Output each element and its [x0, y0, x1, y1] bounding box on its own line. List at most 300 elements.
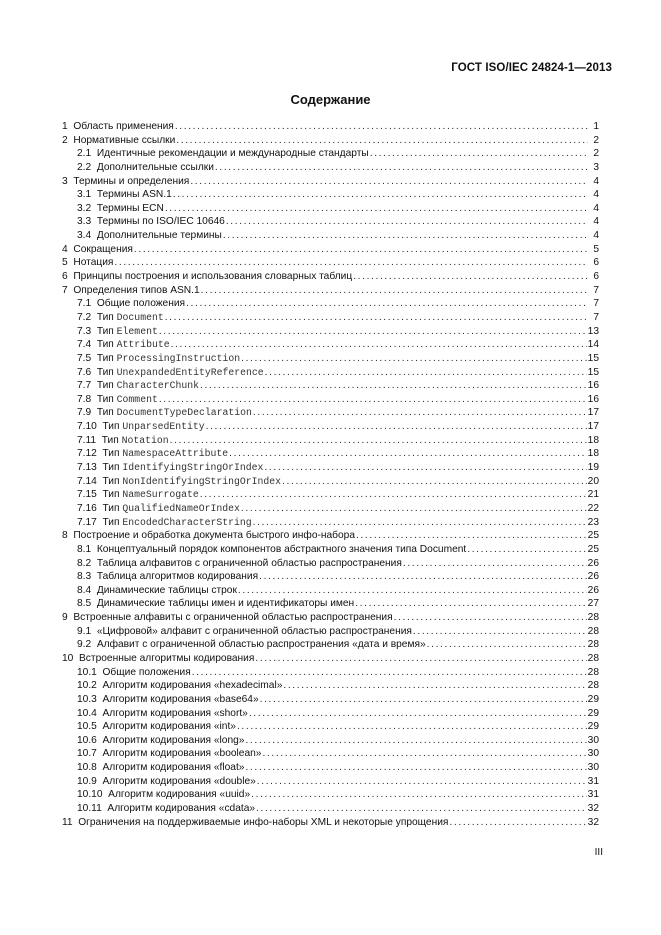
- toc-entry-leader-dots: [215, 161, 588, 175]
- toc-entry-text: Тип: [102, 489, 120, 501]
- toc-entry-text: Таблица алгоритмов кодирования: [96, 571, 259, 583]
- toc-entry-text: Динамические таблицы имен и идентификаторы имен: [96, 598, 355, 610]
- toc-entry-text: Принципы построения и использования словарных таблиц: [73, 271, 353, 283]
- toc-entry-leader-dots: [159, 393, 587, 407]
- toc-entry-label: [77, 557, 402, 571]
- toc-entry-number: 7.14: [77, 475, 97, 487]
- toc-entry-number: 8.1: [77, 543, 92, 555]
- toc-entry-leader-dots: [370, 147, 588, 161]
- toc-entry-text: Дополнительные ссылки: [96, 161, 214, 173]
- toc-entry-label: [62, 120, 174, 134]
- toc-entry-label: [77, 802, 255, 816]
- toc-entry-number: 7.7: [77, 380, 92, 392]
- toc-entry-number: 8.4: [77, 584, 92, 596]
- toc-entry-page: 28: [587, 680, 599, 692]
- toc-entry-page: 19: [587, 462, 599, 474]
- toc-entry-text: Алфавит с ограниченной областью распространения «дата и время»: [96, 639, 426, 651]
- toc-entry-label: [77, 461, 263, 475]
- toc-entry-page: 1: [593, 121, 599, 132]
- toc-entry-page: 2: [593, 134, 599, 146]
- toc-entry-text: Алгоритм кодирования «hexadecimal»: [102, 680, 283, 692]
- toc-entry-number: 7.3: [77, 325, 92, 337]
- toc-entry-page: 22: [587, 502, 599, 514]
- toc-entry-page: 6: [593, 271, 599, 283]
- toc-entry: [62, 652, 599, 666]
- toc-entry-leader-dots: [229, 447, 587, 461]
- toc-entry-label: [77, 338, 170, 352]
- toc-entry-label: [77, 666, 191, 680]
- toc-entry-label: [77, 325, 158, 339]
- toc-entry-leader-dots: [165, 311, 588, 325]
- toc-entry-number: 2: [62, 134, 68, 146]
- toc-entry-page: 29: [587, 693, 599, 705]
- toc-entry-type-name: EncodedCharacterString: [122, 516, 252, 528]
- page-number-folio: III: [594, 847, 603, 858]
- toc-entry-label: [77, 788, 250, 802]
- toc-entry-number: 3.2: [77, 202, 92, 214]
- toc-entry-leader-dots: [255, 652, 586, 666]
- toc-entry-number: 7.13: [77, 462, 97, 474]
- toc-entry: [62, 120, 599, 134]
- toc-entry-label: [77, 543, 466, 557]
- toc-entry-type-name: NonIdentifyingStringOrIndex: [122, 475, 282, 487]
- toc-entry-page: 30: [587, 748, 599, 760]
- toc-entry-text: Тип: [96, 352, 114, 364]
- toc-entry-number: 10.1: [77, 666, 97, 678]
- toc-entry: [62, 297, 599, 311]
- toc-entry: [62, 161, 599, 175]
- toc-entry-page: 4: [593, 216, 599, 228]
- toc-entry-number: 3.4: [77, 230, 92, 242]
- toc-entry-text: Область применения: [73, 121, 174, 132]
- toc-entry-number: 7.16: [77, 502, 97, 514]
- toc-entry-leader-dots: [200, 379, 587, 393]
- toc-entry-leader-dots: [394, 611, 587, 625]
- toc-entry: [62, 720, 599, 734]
- toc-entry-number: 7.6: [77, 366, 92, 378]
- toc-entry: [62, 816, 599, 830]
- toc-entry-text: Динамические таблицы строк: [96, 584, 237, 596]
- toc-entry-label: [62, 270, 352, 284]
- toc-entry-text: Тип: [96, 339, 114, 351]
- toc-entry: [62, 202, 599, 216]
- toc-entry: [62, 475, 599, 489]
- toc-entry-page: 13: [587, 325, 599, 337]
- toc-entry-leader-dots: [165, 202, 588, 216]
- toc-entry-number: 10.6: [77, 734, 97, 746]
- toc-entry-page: 15: [587, 366, 599, 378]
- toc-entry: [62, 570, 599, 584]
- toc-entry: [62, 529, 599, 543]
- toc-entry-page: 27: [587, 598, 599, 610]
- toc-entry-page: 4: [593, 202, 599, 214]
- toc-entry-page: 30: [587, 734, 599, 746]
- toc-entry-number: 7.2: [77, 311, 92, 323]
- toc-entry-page: 28: [587, 666, 599, 678]
- toc-entry-page: 7: [593, 311, 599, 323]
- toc-entry-label: [77, 488, 199, 502]
- toc-entry-text: Сокращения: [73, 243, 133, 255]
- toc-entry-page: 3: [593, 161, 599, 173]
- toc-entry: [62, 625, 599, 639]
- toc-entry: [62, 256, 599, 270]
- toc-entry-leader-dots: [403, 557, 587, 571]
- toc-entry-page: 17: [587, 421, 599, 433]
- toc-entry-leader-dots: [251, 788, 587, 802]
- toc-entry-leader-dots: [186, 297, 588, 311]
- toc-entry-page: 14: [587, 339, 599, 351]
- toc-entry-page: 28: [587, 625, 599, 637]
- toc-entry-page: 5: [593, 243, 599, 255]
- toc-entry-leader-dots: [467, 543, 586, 557]
- toc-entry-leader-dots: [245, 761, 586, 775]
- toc-entry-text: Общие положения: [96, 298, 186, 310]
- toc-entry: [62, 379, 599, 393]
- toc-entry: [62, 584, 599, 598]
- toc-entry-leader-dots: [114, 256, 588, 270]
- toc-entry-label: [77, 420, 205, 434]
- toc-entry: [62, 802, 599, 816]
- toc-entry-label: [77, 475, 281, 489]
- toc-entry: [62, 284, 599, 298]
- toc-entry-label: [77, 215, 225, 229]
- toc-entry-label: [77, 597, 354, 611]
- toc-entry-label: [77, 406, 252, 420]
- toc-entry-page: 2: [593, 148, 599, 160]
- toc-entry-number: 2.1: [77, 148, 92, 160]
- toc-entry-label: [77, 707, 248, 721]
- toc-entry-label: [77, 775, 256, 789]
- toc-entry-number: 10.7: [77, 748, 97, 760]
- toc-entry-text: Алгоритм кодирования «double»: [102, 775, 256, 787]
- toc-entry-type-name: UnparsedEntity: [122, 421, 205, 433]
- toc-entry-leader-dots: [449, 816, 586, 830]
- toc-entry-page: 16: [587, 380, 599, 392]
- toc-entry-text: Встроенные алгоритмы кодирования: [79, 652, 255, 664]
- toc-entry-number: 10.9: [77, 775, 97, 787]
- toc-entry: [62, 543, 599, 557]
- toc-entry: [62, 215, 599, 229]
- toc-entry: [62, 434, 599, 448]
- toc-entry-number: 3: [62, 175, 68, 187]
- toc-entry-leader-dots: [253, 406, 587, 420]
- toc-entry-leader-dots: [353, 270, 588, 284]
- toc-entry-text: Алгоритм кодирования «long»: [102, 734, 245, 746]
- toc-entry-leader-dots: [413, 625, 587, 639]
- toc-entry-number: 10.10: [77, 789, 103, 801]
- toc-entry-leader-dots: [264, 461, 586, 475]
- toc-entry-leader-dots: [256, 802, 587, 816]
- toc-entry-number: 4: [62, 243, 68, 255]
- toc-entry-text: Термины ECN: [96, 202, 164, 214]
- toc-entry-type-name: IdentifyingStringOrIndex: [122, 462, 264, 474]
- toc-entry-label: [77, 693, 259, 707]
- toc-entry-number: 7.17: [77, 516, 97, 528]
- toc-entry-text: Ограничения на поддерживаемые инфо-наборы XML и некоторые упрощения: [78, 816, 449, 828]
- toc-entry-label: [77, 761, 244, 775]
- toc-entry-type-name: Attribute: [116, 339, 170, 351]
- toc-entry-number: 3.1: [77, 189, 92, 201]
- toc-entry-label: [62, 175, 189, 189]
- toc-entry-number: 7.10: [77, 421, 97, 433]
- toc-entry-number: 7.12: [77, 448, 97, 460]
- toc-entry-leader-dots: [253, 516, 587, 530]
- toc-entry-label: [77, 147, 369, 161]
- toc-entry-page: 31: [587, 775, 599, 787]
- toc-entry-label: [77, 202, 164, 216]
- toc-entry: [62, 311, 599, 325]
- toc-entry-leader-dots: [245, 734, 586, 748]
- toc-entry-number: 2.2: [77, 161, 92, 173]
- toc-entry-leader-dots: [249, 707, 587, 721]
- toc-entry: [62, 761, 599, 775]
- toc-entry-page: 7: [593, 284, 599, 296]
- toc-entry-text: Тип: [96, 407, 114, 419]
- toc-entry-label: [77, 747, 261, 761]
- toc-entry-leader-dots: [175, 120, 588, 134]
- toc-entry-text: Алгоритм кодирования «int»: [102, 721, 236, 733]
- toc-entry-number: 10.5: [77, 721, 97, 733]
- toc-entry-text: Тип: [96, 325, 114, 337]
- toc-entry-text: Тип: [96, 311, 114, 323]
- toc-entry-leader-dots: [355, 597, 586, 611]
- toc-entry-page: 29: [587, 721, 599, 733]
- toc-entry-leader-dots: [265, 366, 587, 380]
- toc-entry-leader-dots: [190, 175, 588, 189]
- toc-entry-type-name: Notation: [121, 434, 169, 446]
- toc-entry-text: Построение и обработка документа быстрого инфо-набора: [73, 530, 355, 542]
- toc-entry-number: 7.4: [77, 339, 92, 351]
- toc-entry: [62, 788, 599, 802]
- toc-entry-label: [77, 434, 169, 448]
- toc-entry-text: Тип: [96, 366, 114, 378]
- toc-entry: [62, 638, 599, 652]
- toc-entry-page: 18: [587, 448, 599, 460]
- toc-entry-number: 10.3: [77, 693, 97, 705]
- toc-entry: [62, 243, 599, 257]
- toc-entry-leader-dots: [356, 529, 587, 543]
- toc-entry-type-name: UnexpandedEntityReference: [116, 366, 264, 378]
- toc-entry-label: [62, 243, 133, 257]
- toc-entry-page: 4: [593, 230, 599, 242]
- toc-entry-number: 10.2: [77, 680, 97, 692]
- toc-entry-label: [77, 584, 237, 598]
- toc-entry: [62, 406, 599, 420]
- toc-entry-label: [77, 229, 222, 243]
- toc-entry: [62, 516, 599, 530]
- toc-entry-label: [77, 625, 412, 639]
- toc-entry-label: [77, 379, 199, 393]
- toc-entry-label: [77, 516, 252, 530]
- toc-entry-label: [62, 611, 393, 625]
- toc-entry-type-name: NameSurrogate: [122, 489, 199, 501]
- toc-entry: [62, 747, 599, 761]
- toc-entry-page: 25: [587, 543, 599, 555]
- toc-entry-text: Определения типов ASN.1: [73, 284, 200, 296]
- toc-entry-number: 7.1: [77, 298, 92, 310]
- toc-entry-number: 10.8: [77, 762, 97, 774]
- toc-entry: [62, 557, 599, 571]
- toc-entry-label: [77, 638, 426, 652]
- toc-entry-page: 28: [587, 639, 599, 651]
- toc-entry-type-name: QualifiedNameOrIndex: [122, 502, 240, 514]
- toc-entry-text: Термины ASN.1: [96, 189, 172, 201]
- toc-entry: [62, 734, 599, 748]
- toc-entry-number: 7.5: [77, 352, 92, 364]
- toc-entry-page: 4: [593, 175, 599, 187]
- toc-entry-page: 28: [587, 612, 599, 624]
- toc-entry: [62, 352, 599, 366]
- toc-entry-number: 9.1: [77, 625, 92, 637]
- table-of-contents: [62, 120, 599, 829]
- toc-entry-leader-dots: [134, 243, 588, 257]
- toc-entry-number: 9: [62, 612, 68, 624]
- toc-entry-label: [77, 720, 236, 734]
- toc-entry-label: [77, 734, 244, 748]
- toc-entry-text: Концептуальный порядок компонентов абстрактного значения типа Document: [96, 543, 467, 555]
- toc-entry-text: «Цифровой» алфавит с ограниченной областью распространения: [96, 625, 412, 637]
- toc-entry-number: 10: [62, 652, 74, 664]
- toc-entry-number: 11: [62, 816, 73, 828]
- toc-entry-page: 15: [587, 352, 599, 364]
- toc-entry-number: 7.8: [77, 393, 92, 405]
- toc-entry-text: Термины по ISO/IEC 10646: [96, 216, 225, 228]
- toc-entry: [62, 366, 599, 380]
- toc-entry-text: Алгоритм кодирования «float»: [102, 762, 245, 774]
- toc-entry-text: Алгоритм кодирования «boolean»: [102, 748, 262, 760]
- toc-entry-number: 7.11: [77, 434, 97, 446]
- toc-entry-type-name: Document: [116, 311, 164, 323]
- toc-entry-page: 6: [593, 257, 599, 269]
- toc-entry-page: 29: [587, 707, 599, 719]
- toc-entry-leader-dots: [238, 584, 587, 598]
- toc-entry-text: Встроенные алфавиты с ограниченной областью распространения: [73, 612, 393, 624]
- toc-entry: [62, 134, 599, 148]
- toc-entry-text: Нормативные ссылки: [73, 134, 176, 146]
- toc-entry-text: Тип: [102, 448, 120, 460]
- toc-entry-number: 10.4: [77, 707, 97, 719]
- toc-entry-text: Тип: [96, 380, 114, 392]
- toc-entry-text: Тип: [102, 421, 120, 433]
- toc-entry-label: [62, 134, 175, 148]
- toc-entry-text: Таблица алфавитов с ограниченной областью распространения: [96, 557, 402, 569]
- toc-entry-leader-dots: [262, 747, 586, 761]
- toc-entry-leader-dots: [241, 352, 587, 366]
- toc-entry: [62, 775, 599, 789]
- toc-entry: [62, 175, 599, 189]
- toc-entry-page: 31: [587, 789, 599, 801]
- toc-entry-type-name: ProcessingInstruction: [116, 352, 241, 364]
- toc-entry-page: 28: [587, 652, 599, 664]
- toc-entry-page: 21: [587, 489, 599, 501]
- toc-entry-leader-dots: [170, 434, 587, 448]
- toc-entry-page: 7: [593, 298, 599, 310]
- toc-entry-page: 23: [587, 516, 599, 528]
- toc-entry-page: 26: [587, 557, 599, 569]
- toc-entry-label: [62, 816, 448, 830]
- toc-entry-text: Нотация: [73, 257, 114, 269]
- toc-entry-leader-dots: [241, 502, 587, 516]
- toc-entry: [62, 666, 599, 680]
- toc-entry-number: 1: [62, 121, 68, 132]
- toc-entry-number: 5: [62, 257, 68, 269]
- toc-entry-number: 9.2: [77, 639, 92, 651]
- toc-entry-page: 17: [587, 407, 599, 419]
- toc-entry-type-name: DocumentTypeDeclaration: [116, 407, 252, 419]
- page-title: Содержание: [290, 92, 371, 107]
- toc-entry: [62, 229, 599, 243]
- toc-entry-leader-dots: [237, 720, 587, 734]
- toc-entry-label: [62, 652, 254, 666]
- toc-entry-number: 10.11: [77, 803, 102, 815]
- toc-entry-leader-dots: [192, 666, 587, 680]
- toc-entry-page: 32: [587, 803, 599, 815]
- toc-entry-type-name: NamespaceAttribute: [122, 448, 229, 460]
- toc-entry-type-name: Element: [116, 325, 158, 337]
- toc-entry-number: 7.9: [77, 407, 92, 419]
- toc-entry-number: 7.15: [77, 489, 97, 501]
- toc-entry-label: [77, 447, 228, 461]
- toc-entry-leader-dots: [260, 693, 587, 707]
- toc-entry-number: 8.3: [77, 571, 92, 583]
- toc-entry-number: 8.2: [77, 557, 92, 569]
- toc-entry-number: 7: [62, 284, 68, 296]
- toc-entry-leader-dots: [159, 325, 587, 339]
- toc-entry-leader-dots: [200, 488, 587, 502]
- toc-entry-label: [77, 570, 258, 584]
- toc-entry: [62, 188, 599, 202]
- toc-entry: [62, 393, 599, 407]
- toc-entry-label: [77, 188, 172, 202]
- toc-entry-label: [77, 352, 240, 366]
- toc-entry-label: [77, 393, 158, 407]
- toc-entry-leader-dots: [171, 338, 587, 352]
- document-header-standard: ГОСТ ISO/IEC 24824-1—2013: [451, 62, 612, 74]
- toc-entry-number: 8.5: [77, 598, 92, 610]
- toc-entry: [62, 447, 599, 461]
- toc-entry-leader-dots: [176, 134, 588, 148]
- toc-entry-leader-dots: [226, 215, 588, 229]
- toc-entry-label: [77, 311, 164, 325]
- toc-entry-page: 20: [587, 475, 599, 487]
- toc-entry-text: Тип: [102, 502, 120, 514]
- toc-entry-text: Общие положения: [102, 666, 191, 678]
- toc-entry: [62, 488, 599, 502]
- toc-entry-label: [77, 161, 214, 175]
- toc-entry: [62, 611, 599, 625]
- toc-entry-text: Термины и определения: [73, 175, 190, 187]
- toc-entry-text: Алгоритм кодирования «cdata»: [107, 803, 256, 815]
- toc-entry-number: 8: [62, 530, 68, 542]
- toc-entry-text: Алгоритм кодирования «short»: [102, 707, 248, 719]
- toc-entry-label: [77, 366, 264, 380]
- toc-entry-page: 32: [587, 816, 599, 828]
- toc-entry-leader-dots: [282, 475, 587, 489]
- toc-entry-label: [77, 502, 240, 516]
- toc-entry-text: Алгоритм кодирования «uuid»: [108, 789, 251, 801]
- toc-entry-leader-dots: [206, 420, 587, 434]
- toc-entry: [62, 325, 599, 339]
- toc-entry-text: Алгоритм кодирования «base64»: [102, 693, 259, 705]
- toc-entry-label: [77, 297, 185, 311]
- toc-entry-text: Тип: [102, 462, 120, 474]
- toc-entry-label: [62, 256, 113, 270]
- toc-entry-number: 6: [62, 271, 68, 283]
- toc-entry-label: [77, 679, 282, 693]
- toc-entry-leader-dots: [257, 775, 587, 789]
- toc-entry-page: 25: [587, 530, 599, 542]
- toc-entry-type-name: CharacterChunk: [116, 380, 199, 392]
